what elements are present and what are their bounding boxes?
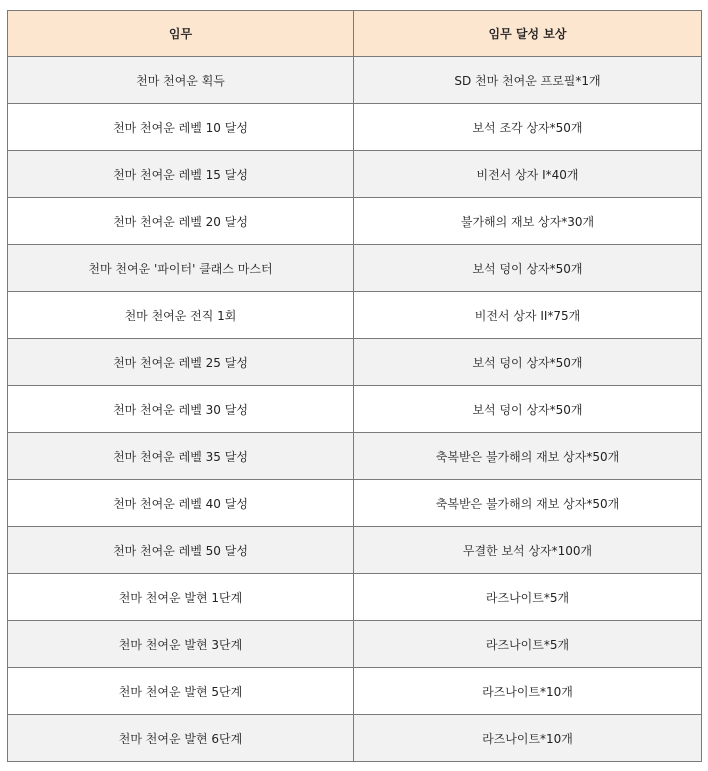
reward-cell: 보석 조각 상자*50개 [354, 104, 702, 151]
mission-cell: 천마 천여운 레벨 30 달성 [8, 386, 354, 433]
table-row [8, 480, 702, 527]
header-reward: 임무 달성 보상 [354, 11, 702, 57]
reward-cell: 라즈나이트*5개 [354, 574, 702, 621]
reward-cell: 비전서 상자 I*40개 [354, 151, 702, 198]
table-row [8, 245, 702, 292]
reward-cell: 비전서 상자 II*75개 [354, 292, 702, 339]
mission-cell: 천마 천여운 발현 1단계 [8, 574, 354, 621]
table-row [8, 104, 702, 151]
table-row [8, 57, 702, 104]
reward-cell: 축복받은 불가해의 재보 상자*50개 [354, 433, 702, 480]
reward-cell: 라즈나이트*5개 [354, 621, 702, 668]
mission-cell: 천마 천여운 획득 [8, 57, 354, 104]
table-row [8, 151, 702, 198]
reward-cell: SD 천마 천여운 프로필*1개 [354, 57, 702, 104]
table-row [8, 621, 702, 668]
mission-cell: 천마 천여운 '파이터' 클래스 마스터 [8, 245, 354, 292]
mission-cell: 천마 천여운 레벨 50 달성 [8, 527, 354, 574]
mission-cell: 천마 천여운 전직 1회 [8, 292, 354, 339]
table-body [8, 57, 702, 762]
mission-cell: 천마 천여운 레벨 40 달성 [8, 480, 354, 527]
reward-cell: 보석 덩이 상자*50개 [354, 339, 702, 386]
reward-cell: 라즈나이트*10개 [354, 668, 702, 715]
mission-cell: 천마 천여운 발현 6단계 [8, 715, 354, 762]
header-row [8, 11, 702, 57]
reward-cell: 라즈나이트*10개 [354, 715, 702, 762]
table-header [8, 11, 702, 57]
table-row [8, 198, 702, 245]
mission-cell: 천마 천여운 레벨 35 달성 [8, 433, 354, 480]
mission-reward-table-container [7, 10, 702, 762]
reward-cell: 불가해의 재보 상자*30개 [354, 198, 702, 245]
table-row [8, 668, 702, 715]
reward-cell: 보석 덩이 상자*50개 [354, 245, 702, 292]
mission-cell: 천마 천여운 레벨 20 달성 [8, 198, 354, 245]
table-row [8, 386, 702, 433]
table-row [8, 292, 702, 339]
table-row [8, 527, 702, 574]
mission-reward-table [7, 10, 702, 762]
mission-cell: 천마 천여운 레벨 10 달성 [8, 104, 354, 151]
reward-cell: 무결한 보석 상자*100개 [354, 527, 702, 574]
reward-cell: 축복받은 불가해의 재보 상자*50개 [354, 480, 702, 527]
table-row [8, 433, 702, 480]
mission-cell: 천마 천여운 레벨 25 달성 [8, 339, 354, 386]
mission-cell: 천마 천여운 발현 5단계 [8, 668, 354, 715]
table-row [8, 574, 702, 621]
table-row [8, 339, 702, 386]
mission-cell: 천마 천여운 발현 3단계 [8, 621, 354, 668]
reward-cell: 보석 덩이 상자*50개 [354, 386, 702, 433]
table-row [8, 715, 702, 762]
mission-cell: 천마 천여운 레벨 15 달성 [8, 151, 354, 198]
header-mission: 임무 [8, 11, 354, 57]
